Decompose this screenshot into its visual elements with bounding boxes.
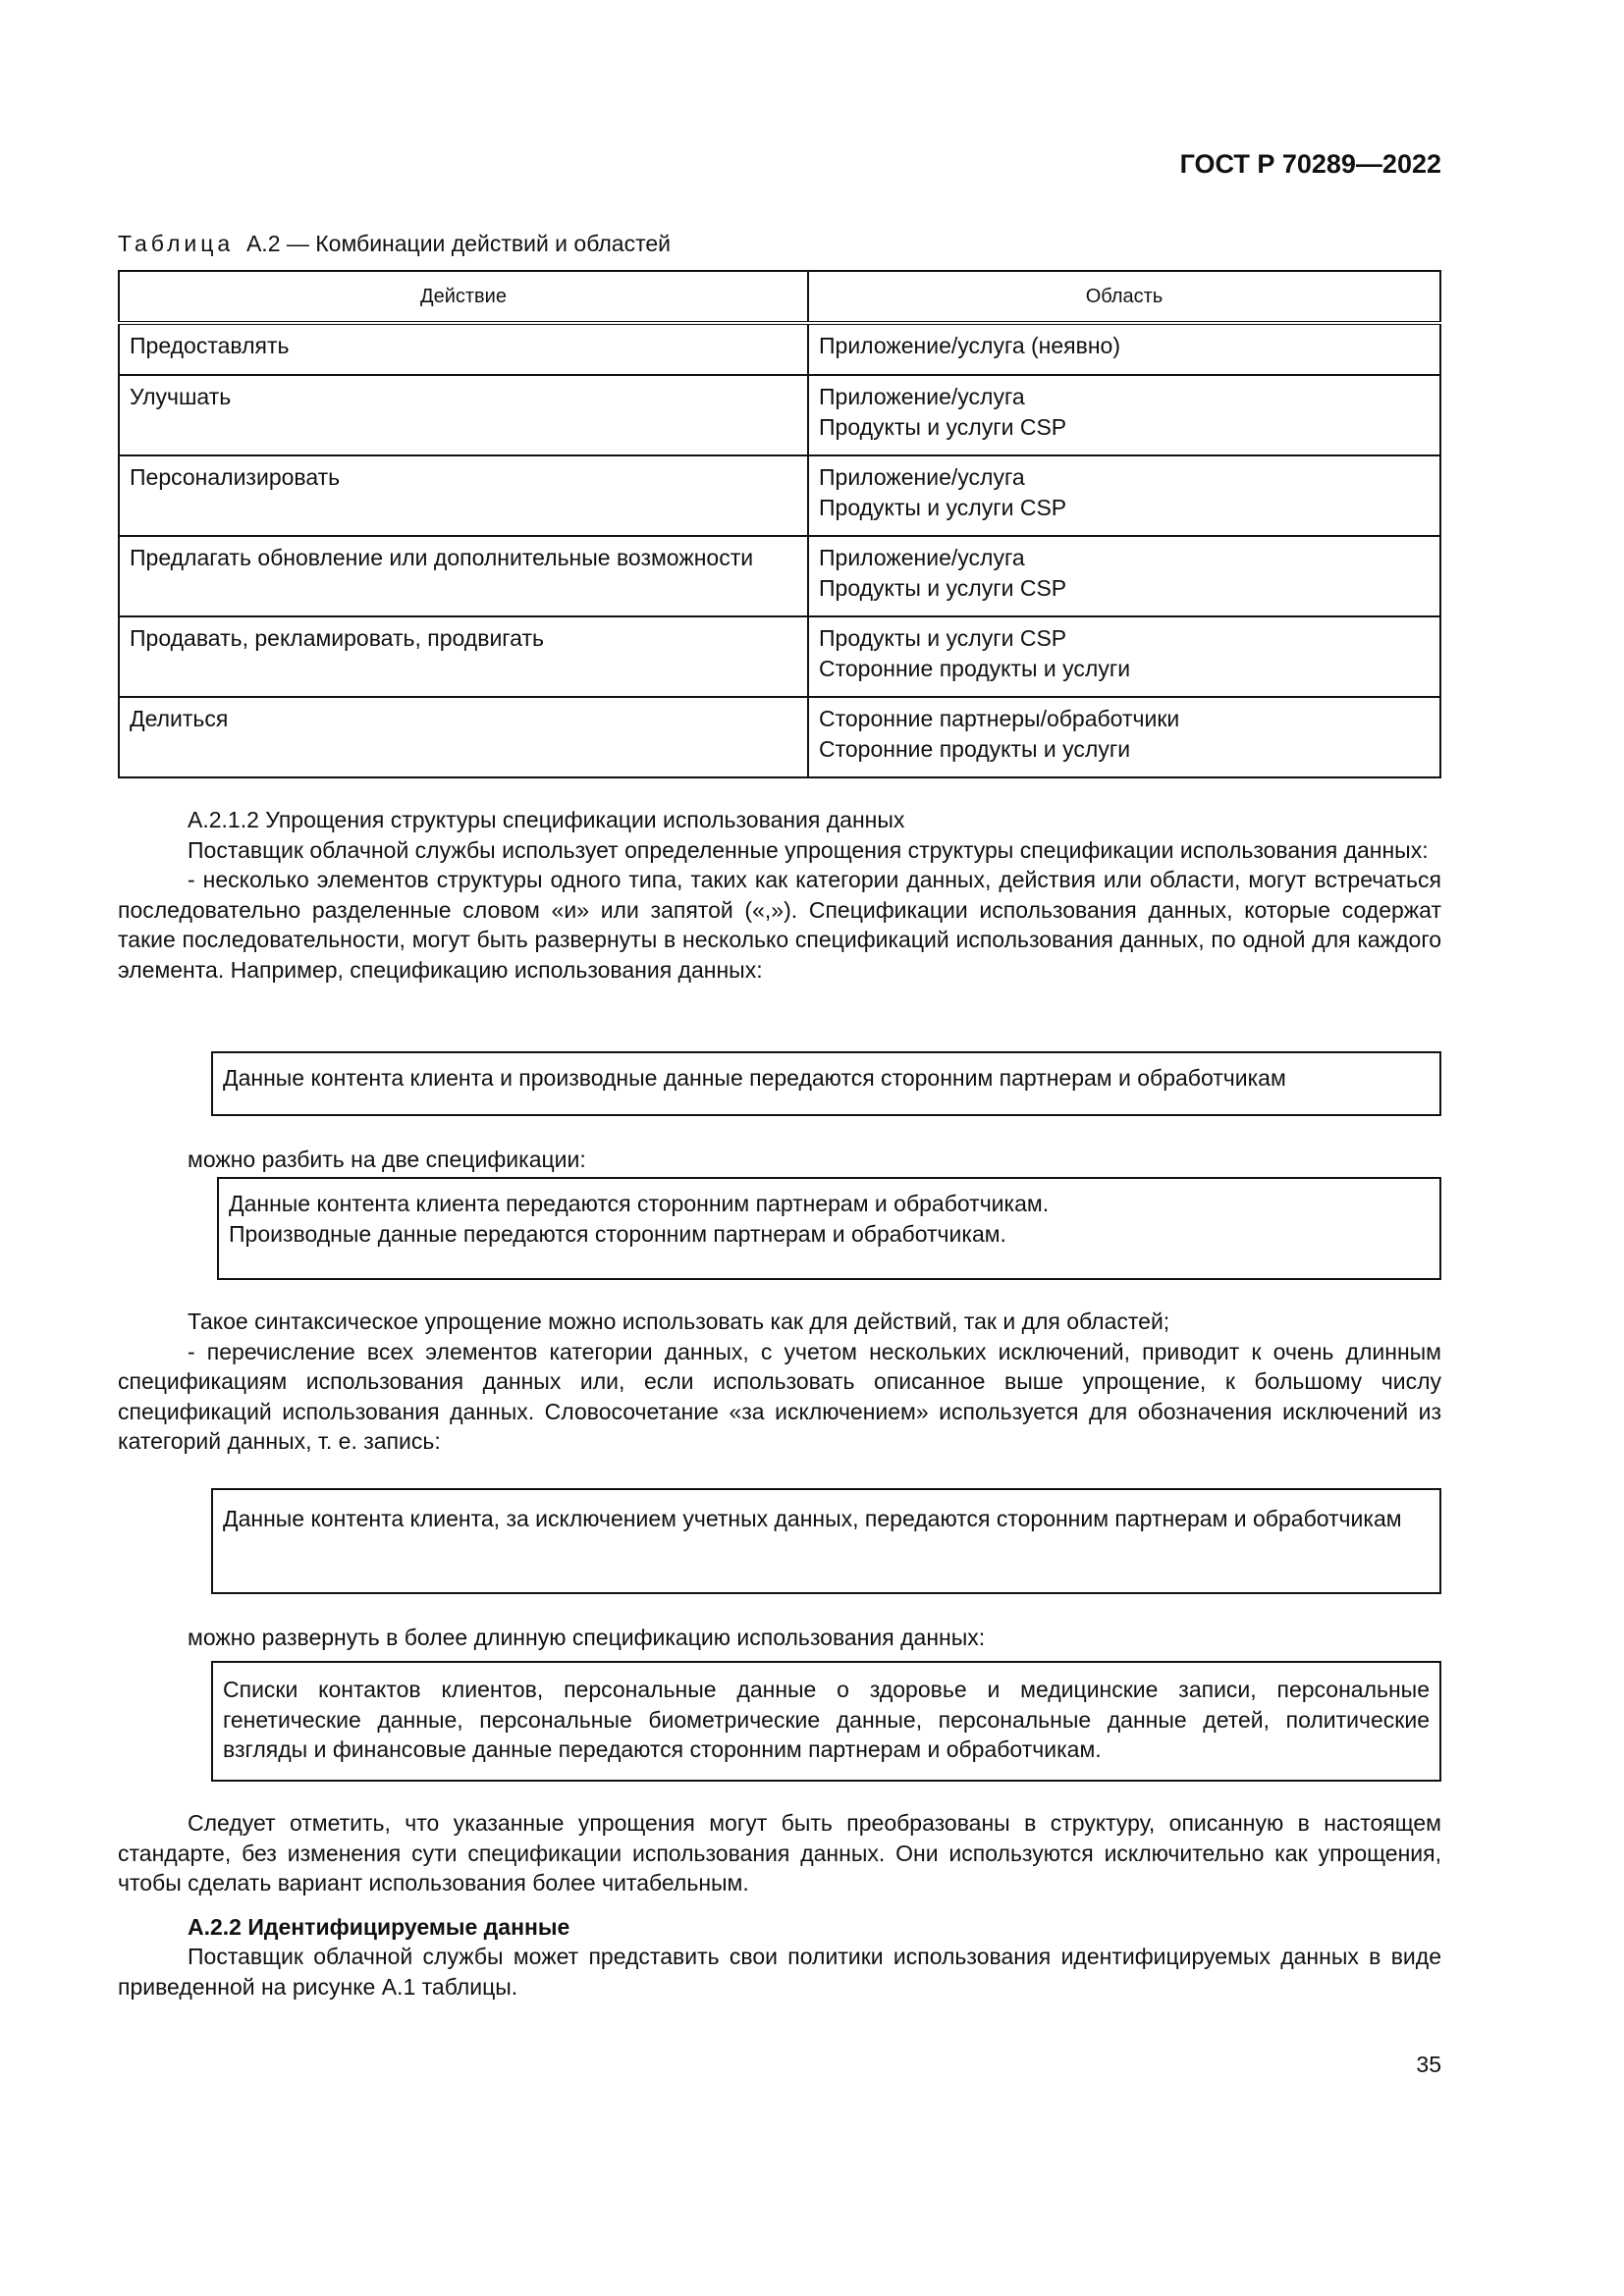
table-row <box>119 616 1440 697</box>
paragraph: Такое синтаксическое упрощение можно использовать как для действий, так и для областей; <box>188 1308 1170 1334</box>
paragraph: - несколько элементов структуры одного типа, таких как категории данных, действия или области, могут встречаться последовательно разделенные словом «и» или запятой («,»). Спецификации использования данных, которые содержат такие последовательности, могут быть развернуты в несколько спецификаций использования данных, по одной для каждого элемента. Например, спецификацию использования данных: <box>118 867 1441 983</box>
example-box-1 <box>211 1051 1441 1116</box>
box-text: Данные контента клиента передаются сторонним партнерам и обработчикам. <box>229 1191 1050 1216</box>
scope-line: Продукты и услуги CSP <box>819 574 1067 601</box>
column-header-action: Действие <box>119 271 808 323</box>
paragraph: Поставщик облачной службы использует определенные упрощения структуры спецификации использования данных: <box>188 836 1429 863</box>
scope-line: Продукты и услуги CSP <box>819 494 1067 520</box>
box-text: Производные данные передаются сторонним партнерам и обработчикам. <box>229 1220 1006 1247</box>
action-cell: Улучшать <box>119 375 808 455</box>
paragraph: можно развернуть в более длинную спецификацию использования данных: <box>188 1625 986 1650</box>
table-row <box>119 697 1440 777</box>
section-a212 <box>118 805 1441 985</box>
action-cell: Продавать, рекламировать, продвигать <box>119 616 808 697</box>
paragraph-group <box>118 1808 1441 2002</box>
section-heading: А.2.1.2 Упрощения структуры спецификации использования данных <box>188 807 905 832</box>
scope-cell <box>808 323 1440 375</box>
action-cell: Предлагать обновление или дополнительные возможности <box>119 536 808 616</box>
actions-scopes-table <box>118 270 1441 778</box>
paragraph: Следует отметить, что указанные упрощения могут быть преобразованы в структуру, описанную в настоящем стандарте, без изменения сути спецификации использования данных. Они используются исключительно как упрощения, чтобы сделать вариант использования более читабельным. <box>118 1810 1441 1896</box>
example-box-4 <box>211 1661 1441 1782</box>
action-cell: Предоставлять <box>119 323 808 375</box>
page-number: 35 <box>1416 2052 1441 2077</box>
heading-text: А.2.2 Идентифицируемые данные <box>188 1913 570 1940</box>
document-id-header: ГОСТ Р 70289—2022 <box>1179 149 1441 179</box>
scope-line: Сторонние партнеры/обработчики <box>819 706 1180 731</box>
table-caption <box>118 229 671 259</box>
box-text: Данные контента клиента и производные данные передаются сторонним партнерам и обработчикам <box>223 1065 1286 1091</box>
table-row <box>119 375 1440 455</box>
action-cell: Персонализировать <box>119 455 808 536</box>
scope-line: Сторонние продукты и услуги <box>819 655 1131 681</box>
scope-line: Приложение/услуга <box>819 545 1025 570</box>
caption-text: А.2 — Комбинации действий и областей <box>245 231 671 256</box>
scope-line: Приложение/услуга (неявно) <box>819 333 1120 358</box>
scope-line: Продукты и услуги CSP <box>819 625 1067 651</box>
table-row <box>119 455 1440 536</box>
scope-line: Приложение/услуга <box>819 384 1025 409</box>
example-box-2 <box>217 1177 1441 1280</box>
paragraph: можно разбить на две спецификации: <box>188 1147 586 1172</box>
action-cell: Делиться <box>119 697 808 777</box>
paragraph: - перечисление всех элементов категории данных, с учетом нескольких исключений, приводит к очень длинным спецификациям использования данных или, если использовать описанное выше упрощение, к большому числу спецификаций использования данных. Словосочетание «за исключением» используется для обозначения исключений из категорий данных, т. е. запись: <box>118 1338 1441 1454</box>
paragraph: Поставщик облачной службы может представить свои политики использования идентифицируемых данных в виде приведенной на рисунке А.1 таблицы. <box>118 1944 1441 2000</box>
scope-cell <box>808 616 1440 697</box>
table-row <box>119 323 1440 375</box>
scope-cell <box>808 697 1440 777</box>
section-heading-a22 <box>118 1912 1441 1943</box>
scope-line: Сторонние продукты и услуги <box>819 735 1131 762</box>
caption-word: Таблица <box>118 231 235 256</box>
box-text: Списки контактов клиентов, персональные данные о здоровье и медицинские записи, персональные генетические данные, персональные биометрические данные, персональные данные детей, политические взгляды и финансовые данные передаются сторонним партнерам и обработчикам. <box>223 1677 1430 1762</box>
box-text: Данные контента клиента, за исключением учетных данных, передаются сторонним партнерам и обработчикам <box>223 1506 1402 1531</box>
example-box-3 <box>211 1488 1441 1594</box>
table-row <box>119 536 1440 616</box>
scope-line: Приложение/услуга <box>819 464 1025 490</box>
scope-cell <box>808 375 1440 455</box>
column-header-scope: Область <box>808 271 1440 323</box>
scope-line: Продукты и услуги CSP <box>819 413 1067 440</box>
paragraph-group <box>118 1307 1441 1457</box>
scope-cell <box>808 455 1440 536</box>
scope-cell <box>808 536 1440 616</box>
